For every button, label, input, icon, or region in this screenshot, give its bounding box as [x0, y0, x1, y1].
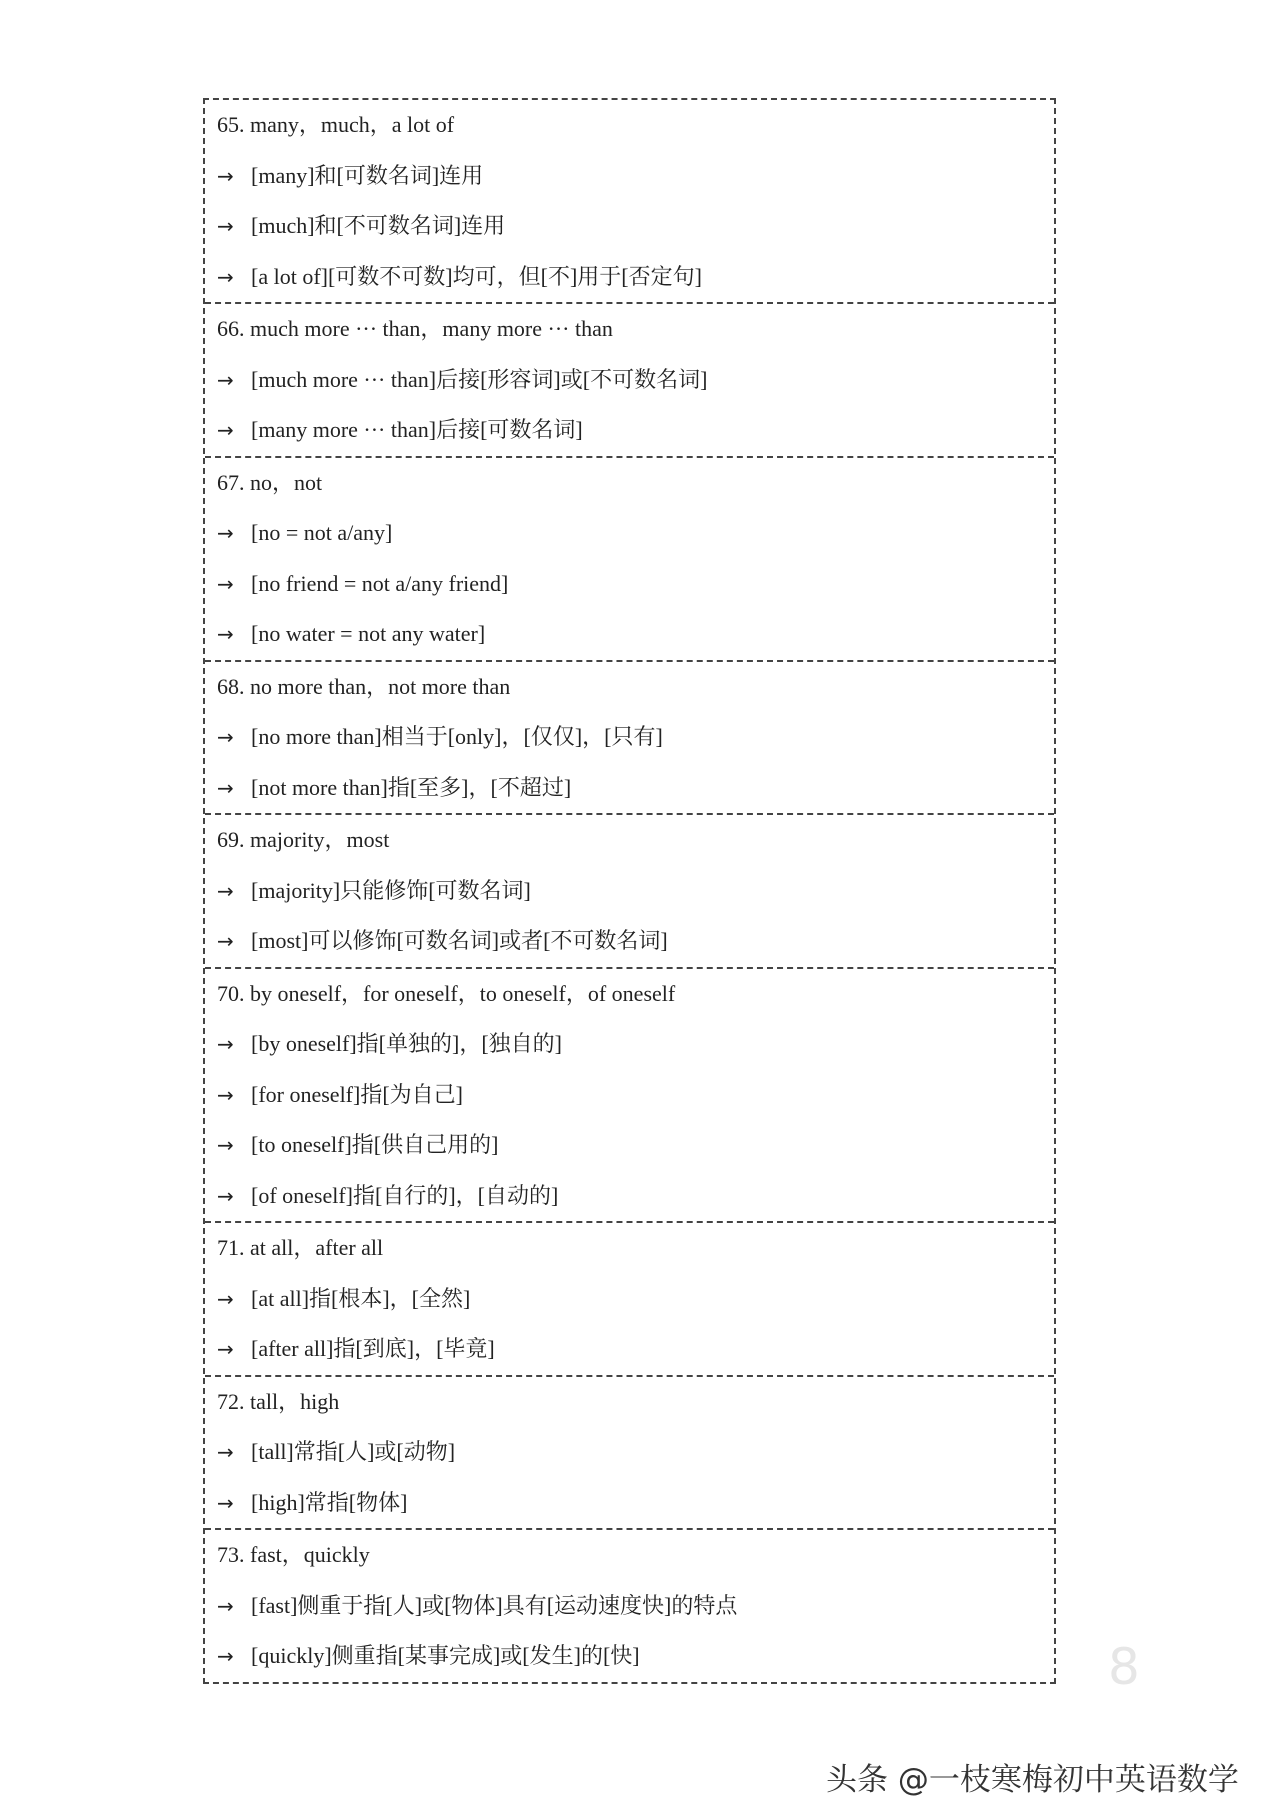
entry-item: [217, 1274, 1054, 1325]
arrow-icon: →: [217, 214, 234, 238]
notes-table: [203, 98, 1056, 1684]
entry-item: [217, 916, 1054, 967]
entry-item: [217, 609, 1054, 660]
arrow-icon: →: [217, 367, 234, 392]
entry-item: [217, 405, 1054, 456]
entry-67: [205, 456, 1054, 660]
entry-item-text: [at all]指[根本]，[全然]: [251, 1285, 471, 1311]
entry-69: [205, 813, 1054, 967]
arrow-icon: →: [217, 264, 234, 289]
entry-71: [205, 1221, 1054, 1375]
arrow-icon: →: [217, 1286, 234, 1311]
arrow-icon: →: [217, 1337, 234, 1361]
entry-item-text: [no more than]相当于[only]，[仅仅]，[只有]: [251, 724, 663, 749]
arrow-icon: →: [217, 1490, 234, 1515]
entry-66: [205, 302, 1054, 456]
entry-item: [217, 712, 1054, 763]
entry-item-text: [high]常指[物体]: [251, 1489, 408, 1515]
entry-item-text: [majority]只能修饰[可数名词]: [251, 877, 531, 903]
entry-73: [205, 1528, 1054, 1682]
entry-item-text: [many]和[可数名词]连用: [251, 162, 484, 188]
arrow-icon: →: [217, 1032, 234, 1056]
entry-item-text: [many more ··· than]后接[可数名词]: [251, 417, 583, 442]
entry-item-text: [much]和[不可数名词]连用: [251, 213, 506, 238]
arrow-icon: →: [217, 1440, 234, 1464]
arrow-icon: →: [217, 1593, 234, 1618]
entry-item-text: [for oneself]指[为自己]: [251, 1081, 463, 1107]
entry-item-text: [to oneself]指[供自己用的]: [251, 1132, 499, 1157]
entry-item: [217, 252, 1054, 303]
entry-item-text: [much more ··· than]后接[形容词]或[不可数名词]: [251, 366, 708, 392]
arrow-icon: →: [217, 622, 234, 646]
entry-heading: 68. no more than，not more than: [217, 673, 511, 699]
entry-68: [205, 660, 1054, 814]
entry-72: [205, 1375, 1054, 1529]
entry-item: [217, 1581, 1054, 1632]
entry-item-text: [no friend = not a/any friend]: [251, 570, 509, 596]
entry-item: [217, 1070, 1054, 1121]
entry-item: [217, 1324, 1054, 1375]
entry-item-text: [no water = not any water]: [251, 621, 486, 646]
arrow-icon: →: [217, 1133, 234, 1157]
entry-item: [217, 1478, 1054, 1529]
entry-heading: 66. much more ··· than，many more ··· than: [217, 316, 613, 341]
entry-heading: 73. fast，quickly: [217, 1542, 370, 1567]
page-number: 8: [1108, 1638, 1140, 1696]
entry-heading: 71. at all，after all: [217, 1235, 384, 1260]
entry-item-text: [not more than]指[至多]，[不超过]: [251, 774, 572, 800]
entry-item: [217, 1631, 1054, 1682]
entry-item: [217, 1427, 1054, 1478]
arrow-icon: →: [217, 571, 234, 596]
entry-65: [205, 100, 1054, 302]
entry-heading: 67. no，not: [217, 469, 323, 495]
entry-item: [217, 355, 1054, 406]
entry-item-text: [fast]侧重于指[人]或[物体]具有[运动速度快]的特点: [251, 1592, 738, 1618]
arrow-icon: →: [217, 163, 234, 188]
entry-item: [217, 508, 1054, 559]
entry-item: [217, 1019, 1054, 1070]
entry-item: [217, 763, 1054, 814]
entry-item-text: [tall]常指[人]或[动物]: [251, 1439, 456, 1464]
entry-item-text: [by oneself]指[单独的]，[独自的]: [251, 1031, 562, 1056]
entry-heading: 70. by oneself，for oneself，to oneself，of oneself: [217, 980, 676, 1006]
arrow-icon: →: [217, 878, 234, 903]
entry-heading: 69. majority，most: [217, 827, 390, 852]
arrow-icon: →: [217, 775, 234, 800]
entry-item-text: [of oneself]指[自行的]，[自动的]: [251, 1182, 559, 1208]
entry-item: [217, 201, 1054, 252]
entry-item: [217, 1120, 1054, 1171]
entry-item-text: [a lot of][可数不可数]均可，但[不]用于[否定句]: [251, 263, 702, 289]
entry-item-text: [quickly]侧重指[某事完成]或[发生]的[快]: [251, 1643, 640, 1668]
entry-item: [217, 1171, 1054, 1222]
entry-item: [217, 866, 1054, 917]
arrow-icon: →: [217, 929, 234, 953]
entry-item: [217, 559, 1054, 610]
entry-item-text: [most]可以修饰[可数名词]或者[不可数名词]: [251, 928, 668, 953]
entry-item-text: [after all]指[到底]，[毕竟]: [251, 1336, 495, 1361]
entry-item: [217, 151, 1054, 202]
entry-heading: 65. many，much，a lot of: [217, 112, 455, 137]
arrow-icon: →: [217, 1644, 234, 1668]
arrow-icon: →: [217, 1183, 234, 1208]
arrow-icon: →: [217, 725, 234, 749]
watermark-text: 头条 @一枝寒梅初中英语数学: [826, 1762, 1239, 1798]
entry-heading: 72. tall，high: [217, 1388, 340, 1414]
entry-70: [205, 967, 1054, 1222]
arrow-icon: →: [217, 521, 234, 545]
entry-item-text: [no = not a/any]: [251, 520, 393, 545]
arrow-icon: →: [217, 1082, 234, 1107]
arrow-icon: →: [217, 418, 234, 442]
